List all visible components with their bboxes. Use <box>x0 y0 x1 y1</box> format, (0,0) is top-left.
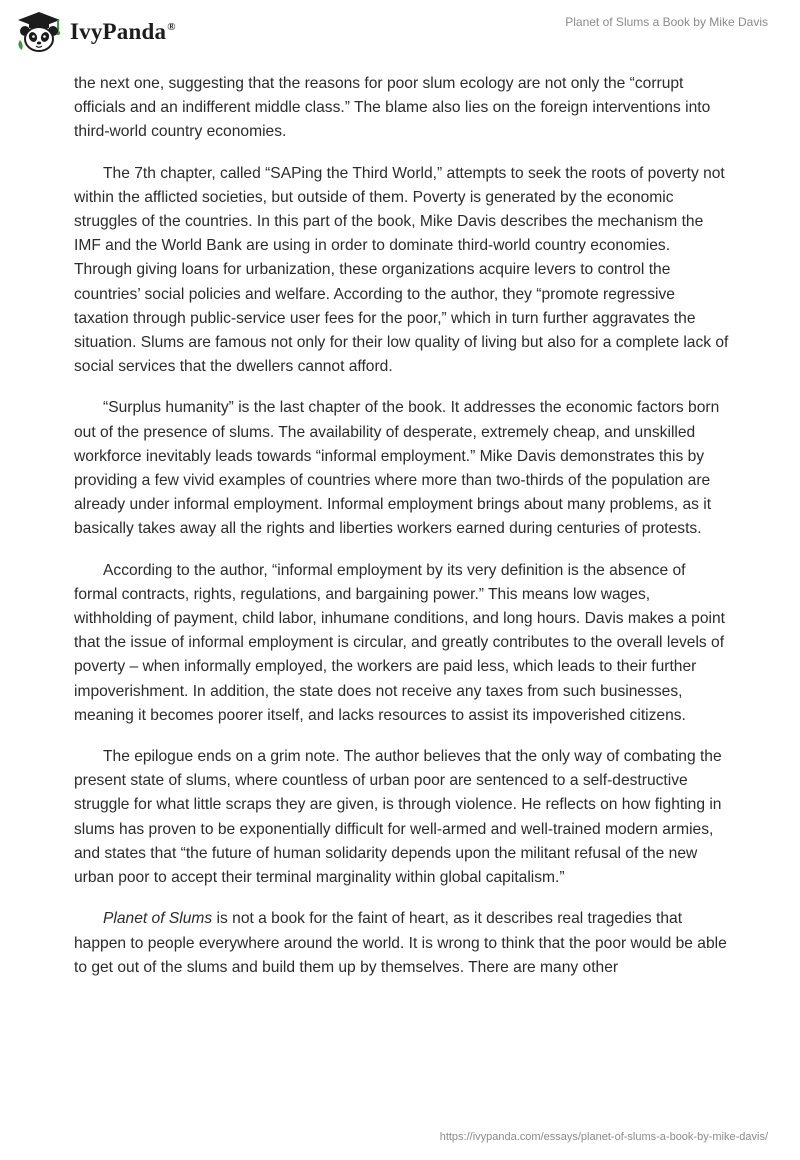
book-title: Planet of Slums <box>103 910 213 928</box>
document-title: Planet of Slums a Book by Mike Davis <box>565 15 768 29</box>
brand-name: IvyPanda® <box>70 19 176 44</box>
paragraph-6-text: is not a book for the faint of heart, as it describes real tragedies that happen to people everywhere around the world. It is wrong to think that the poor would be able to get out of the slums and build them up by themselves. There are many other <box>74 910 727 976</box>
paragraph-6 <box>74 907 730 980</box>
paragraph-4: According to the author, “informal employment by its very definition is the absence of formal contracts, rights, regulations, and bargaining power.” This means low wages, withholding of payment, child labor, inhumane conditions, and long hours. Davis makes a point that the issue of informal employment is circular, and greatly contributes to the overall levels of poverty – when informally employed, the workers are paid less, which leads to their further impoverishment. In addition, the state does not receive any taxes from such businesses, meaning it becomes poorer itself, and lacks resources to assist its impoverished citizens. <box>74 561 725 724</box>
registered-mark: ® <box>167 21 176 33</box>
paragraph-5: The epilogue ends on a grim note. The author believes that the only way of combating the present state of slums, where countless of urban poor are sentenced to a self-destructive struggle for what little scraps they are given, is through violence. He reflects on how fighting in slums has proven to be exponentially difficult for well-armed and well-trained modern armies, and states that “the future of human solidarity depends upon the militant refusal of the new urban poor to accept their terminal marginality within global capitalism.” <box>74 748 722 887</box>
essay-body <box>74 72 730 997</box>
paragraph-2: The 7th chapter, called “SAPing the Third World,” attempts to seek the roots of poverty not within the afflicted societies, but outside of them. Poverty is generated by the economic struggles of the countries. In this part of the book, Mike Davis describes the mechanism the IMF and the World Bank are using in order to dominate third-world country economies. Through giving loans for urbanization, these organizations acquire levers to control the countries’ social policies and welfare. According to the author, they “promote regressive taxation through public-service user fees for the poor,” which in turn further aggravates the situation. Slums are famous not only for their low quality of living but also for a complete lack of social services that the dwellers cannot afford. <box>74 164 729 376</box>
paragraph-3: “Surplus humanity” is the last chapter of the book. It addresses the economic factors born out of the presence of slums. The availability of desperate, extremely cheap, and unskilled workforce inevitably leads towards “informal employment.” Mike Davis demonstrates this by providing a few vivid examples of countries where more than two-thirds of the population are already under informal employment. Informal employment brings about many problems, as it basically takes away all the rights and liberties workers earned during centuries of protests. <box>74 399 720 538</box>
paragraph-1: the next one, suggesting that the reasons for poor slum ecology are not only the “corrupt officials and an indifferent middle class.” The blame also lies on the foreign interventions into third-world country economies. <box>74 75 711 141</box>
page-header <box>0 0 800 60</box>
source-url[interactable]: https://ivypanda.com/essays/planet-of-slums-a-book-by-mike-davis/ <box>439 1131 768 1143</box>
panda-graduate-icon <box>14 10 64 54</box>
ivypanda-logo[interactable] <box>14 10 176 54</box>
